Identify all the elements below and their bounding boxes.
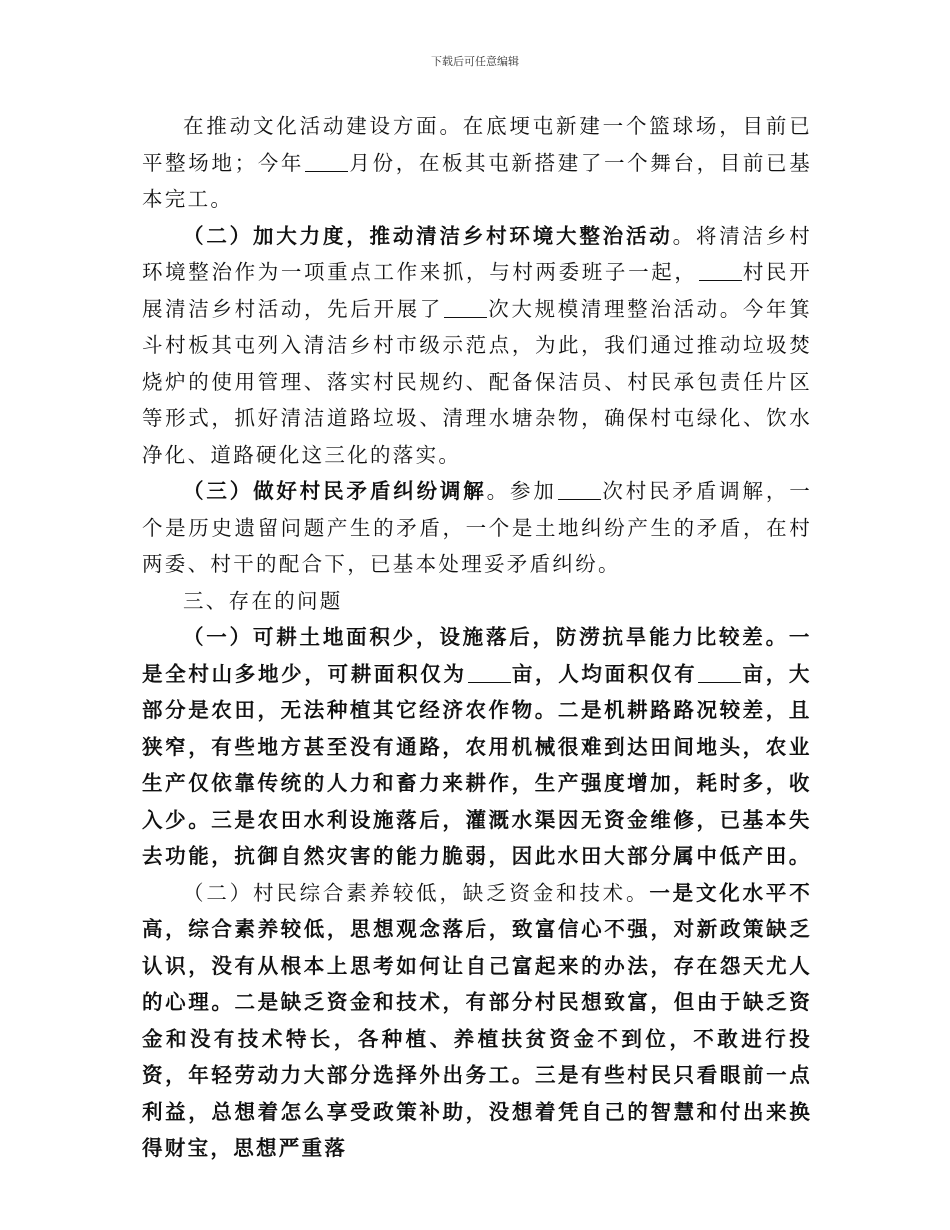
fill-blank bbox=[699, 260, 742, 282]
paragraph-quality bbox=[142, 875, 812, 1167]
text-run: 。将清洁乡村环境整治作为一项重点工作来抓，与村两委班子一起， bbox=[142, 223, 812, 284]
section-subtitle: （二）村民综合素养较低，缺乏资金和技术。 bbox=[183, 880, 650, 905]
section-subtitle: （二）加大力度，推动清洁乡村环境大整治活动 bbox=[183, 223, 673, 248]
paragraph-land bbox=[142, 619, 812, 875]
paragraph-environment bbox=[142, 218, 812, 474]
paragraph-mediation bbox=[142, 473, 812, 583]
paragraph-culture bbox=[142, 108, 812, 218]
text-run: 次村民矛盾调解，一个是历史遗留问题产生的矛盾，一个是土地纠纷产生的矛盾，在村两委、村干的配合下，已基本处理妥矛盾纠纷。 bbox=[142, 479, 812, 576]
document-body bbox=[142, 108, 812, 1167]
text-run: 次大规模清理整治活动。今年箕斗村板其屯列入清洁乡村市级示范点，为此，我们通过推动垃圾焚烧炉的使用管理、落实村民规约、配备保洁员、村民承包责任片区等形式，抓好清洁道路垃圾、清理水塘杂物，确保村屯绿化、饮水净化、道路硬化这三化的落实。 bbox=[142, 296, 812, 467]
text-run: 在推动文化活动建设方面。在底埂屯新建一个篮球场，目前已平整场地；今年 bbox=[142, 114, 812, 175]
text-run: 一是文化水平不高，综合素养较低，思想观念落后，致富信心不强，对新政策缺乏认识，没有从根本上思考如何让自己富起来的办法，存在怨天尤人的心理。二是缺乏资金和技术，有部分村民想致富，但由于缺乏资金和没有技术特长，各种植、养植扶贫资金不到位，不敢进行投资，年轻劳动力大部分选择外出务工。三是有些村民只看眼前一点利益，总想着怎么享受政策补助，没想着凭自己的智慧和付出来换得财宝，思想严重落 bbox=[142, 880, 813, 1160]
page-header: 下载后可任意编辑 bbox=[431, 55, 519, 68]
section-heading: 三、存在的问题 bbox=[183, 588, 343, 613]
fill-blank bbox=[305, 150, 348, 172]
fill-blank bbox=[444, 296, 487, 318]
fill-blank bbox=[468, 661, 511, 683]
text-run: 村民开展清洁乡村活动，先后开展了 bbox=[142, 260, 813, 321]
fill-blank bbox=[558, 479, 601, 501]
section-subtitle: （三）做好村民矛盾纠纷调解 bbox=[183, 479, 487, 503]
text-run: 亩，大部分是农田，无法种植其它经济农作物。二是机耕路路况较差，且狭窄，有些地方甚至没有通路，农用机械很难到达田间地头，农业生产仅依靠传统的人力和畜力来耕作，生产强度增加，耗时多，收入少。三是农田水利设施落后，灌溉水渠因无资金维修，已基本失去功能，抗御自然灾害的能力脆弱，因此水田大部分属中低产田。 bbox=[142, 661, 812, 868]
fill-blank bbox=[698, 661, 741, 683]
text-run: （一）可耕土地面积少，设施落后，防涝抗旱能力比较差。一是全村山多地少，可耕面积仅为 bbox=[142, 625, 812, 686]
text-run: 亩，人均面积仅有 bbox=[511, 661, 698, 686]
text-run: 月份，在板其屯新搭建了一个舞台，目前已基本完工。 bbox=[142, 150, 812, 211]
text-run: 。参加 bbox=[486, 479, 557, 503]
